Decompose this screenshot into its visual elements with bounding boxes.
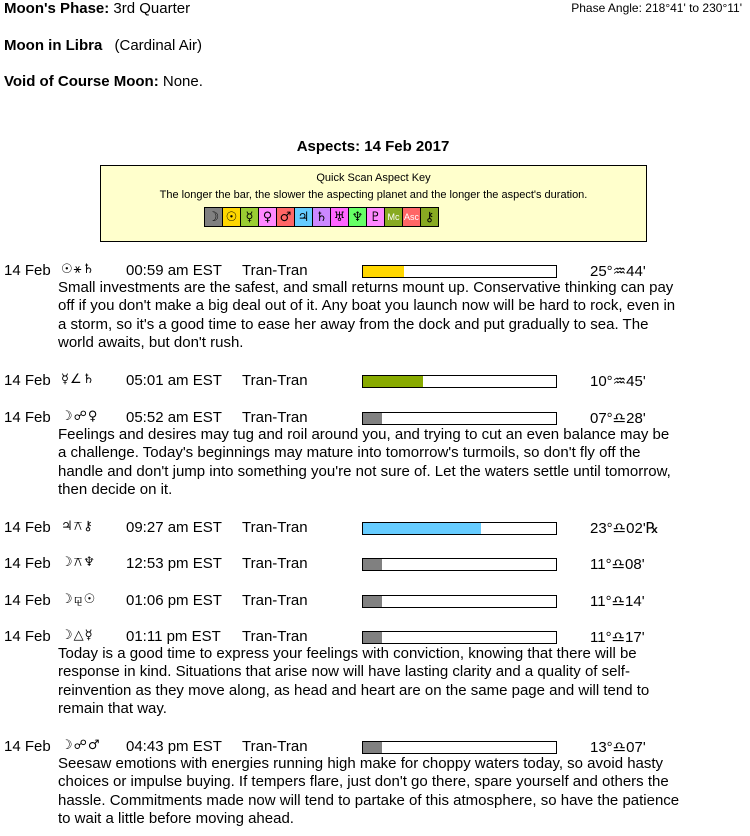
jupiter-icon: ♃	[294, 207, 313, 227]
duration-bar-fill	[363, 413, 382, 424]
aspect-glyphs: ☽⚻♆	[61, 555, 96, 570]
aspect-time: 04:43 pm EST	[126, 738, 222, 755]
aspect-glyphs: ☉⚹♄	[61, 262, 96, 277]
aspect-date: 14 Feb	[4, 409, 51, 426]
aspect-kind: Tran-Tran	[242, 628, 308, 645]
aspects-title: Aspects: 14 Feb 2017	[296, 138, 450, 155]
mars-icon: ♂	[276, 207, 295, 227]
description-line: off if you don't make a big deal out of it. Any boat you launch now will be hard to rock, even in	[58, 297, 676, 315]
moon-sign-label: Moon in Libra	[4, 37, 103, 54]
duration-bar-fill	[363, 559, 382, 570]
description-line: choices or impulse buying. If tempers flare, just don't go there, spare yourself and others the	[58, 773, 669, 791]
venus-icon: ♀	[258, 207, 277, 227]
void-of-course	[4, 73, 203, 90]
moon-phase-value: 3rd Quarter	[113, 0, 191, 17]
description-line: to wait a little before moving ahead.	[58, 810, 294, 828]
void-label: Void of Course Moon:	[4, 73, 159, 90]
aspect-kind: Tran-Tran	[242, 262, 308, 279]
pluto-icon: ♇	[366, 207, 385, 227]
description-line: Small investments are the safest, and small returns mount up. Conservative thinking can pay	[58, 279, 674, 296]
key-subtitle: The longer the bar, the slower the aspecting planet and the longer the aspect's duration.	[159, 189, 588, 201]
duration-bar-fill	[363, 376, 423, 387]
mercury-icon: ☿	[240, 207, 259, 227]
description-line: hassle. Commitments made now will tend to partake of this atmosphere, so have the patience	[58, 791, 680, 809]
aspect-glyphs: ☿∠♄	[61, 372, 96, 387]
aspect-kind: Tran-Tran	[242, 372, 308, 389]
aspect-position: 13°♎07'	[590, 739, 646, 756]
chiron-icon: ⚷	[420, 207, 439, 227]
duration-bar	[362, 558, 557, 571]
saturn-icon: ♄	[312, 207, 331, 227]
midheaven-icon: Mc	[384, 207, 403, 227]
description-line: world awaits, but don't rush.	[58, 334, 244, 352]
moon-phase	[4, 0, 190, 17]
duration-bar	[362, 375, 557, 388]
aspect-date: 14 Feb	[4, 519, 51, 536]
uranus-icon: ♅	[330, 207, 349, 227]
aspect-time: 00:59 am EST	[126, 262, 222, 279]
description-line: handle and don't jump into something you're not sure of. Let the waters settle until tomorrow,	[58, 462, 671, 480]
aspect-kind: Tran-Tran	[242, 409, 308, 426]
aspect-date: 14 Feb	[4, 592, 51, 609]
duration-bar	[362, 595, 557, 608]
description-line: reinvention as they move along, as head and heart are on the same page and will tend to	[58, 681, 650, 699]
description-line: then decide on it.	[58, 481, 173, 499]
key-cells	[204, 207, 438, 227]
void-value: None.	[162, 73, 203, 90]
aspect-description	[58, 426, 743, 500]
key-title: Quick Scan Aspect Key	[316, 172, 431, 184]
aspect-time: 05:01 am EST	[126, 372, 222, 389]
aspect-kind: Tran-Tran	[242, 555, 308, 572]
aspect-date: 14 Feb	[4, 372, 51, 389]
aspect-time: 09:27 am EST	[126, 519, 222, 536]
phase-angle-value: 218°41' to 230°11'	[645, 1, 742, 15]
description-line: remain that way.	[58, 700, 167, 718]
duration-bar	[362, 631, 557, 644]
aspect-kind: Tran-Tran	[242, 592, 308, 609]
description-line: Today is a good time to express your feelings with conviction, knowing that there will be	[58, 645, 637, 662]
description-line: a challenge. Today's beginnings may mature into tomorrow's turmoils, so don't fly off the	[58, 444, 641, 462]
aspect-position: 11°♎14'	[590, 593, 645, 610]
aspect-position: 07°♎28'	[590, 410, 646, 427]
moon-phase-label: Moon's Phase:	[4, 0, 110, 17]
duration-bar-fill	[363, 742, 382, 753]
aspect-description	[58, 755, 743, 829]
aspect-key-box	[100, 165, 647, 242]
aspect-glyphs: ☽☍♀	[61, 409, 99, 424]
aspect-date: 14 Feb	[4, 262, 51, 279]
aspect-position: 25°♒44'	[590, 263, 646, 280]
aspect-kind: Tran-Tran	[242, 738, 308, 755]
description-line: Seesaw emotions with energies running high make for choppy waters today, so avoid hasty	[58, 755, 664, 772]
duration-bar	[362, 265, 557, 278]
aspect-glyphs: ☽△☿	[61, 628, 94, 643]
description-line: Feelings and desires may tug and roil around you, and trying to cut an even balance may be	[58, 426, 670, 443]
duration-bar	[362, 741, 557, 754]
moon-sign-detail: (Cardinal Air)	[114, 37, 203, 54]
duration-bar-fill	[363, 596, 382, 607]
aspect-time: 05:52 am EST	[126, 409, 222, 426]
aspect-date: 14 Feb	[4, 628, 51, 645]
aspect-position: 10°♒45'	[590, 373, 646, 390]
duration-bar	[362, 522, 557, 535]
description-line: response in kind. Situations that arise now will have lasting clarity and a quality of self-	[58, 663, 630, 681]
aspect-position: 11°♎17'	[590, 629, 645, 646]
phase-angle-label: Phase Angle:	[571, 1, 642, 15]
duration-bar-fill	[363, 632, 382, 643]
aspect-description	[58, 645, 743, 719]
neptune-icon: ♆	[348, 207, 367, 227]
duration-bar-fill	[363, 523, 481, 534]
moon-sign	[4, 37, 202, 54]
aspect-position: 11°♎08'	[590, 556, 645, 573]
aspect-description	[58, 279, 743, 353]
aspect-time: 01:11 pm EST	[126, 628, 221, 645]
aspect-glyphs: ☽☍♂	[61, 738, 101, 753]
aspect-glyphs: ♃⚻⚷	[61, 519, 94, 534]
aspect-date: 14 Feb	[4, 738, 51, 755]
description-line: a storm, so it's a good time to ease her away from the dock and put gradually to sea. The	[58, 315, 649, 333]
moon-icon: ☽	[204, 207, 223, 227]
aspect-time: 01:06 pm EST	[126, 592, 222, 609]
aspect-date: 14 Feb	[4, 555, 51, 572]
sun-icon: ☉	[222, 207, 241, 227]
aspect-position: 23°♎02'℞	[590, 520, 660, 537]
duration-bar	[362, 412, 557, 425]
aspect-time: 12:53 pm EST	[126, 555, 222, 572]
ascendant-icon: Asc	[402, 207, 421, 227]
duration-bar-fill	[363, 266, 404, 277]
aspect-glyphs: ☽⚼☉	[61, 592, 97, 607]
phase-angle	[571, 1, 742, 15]
aspect-kind: Tran-Tran	[242, 519, 308, 536]
